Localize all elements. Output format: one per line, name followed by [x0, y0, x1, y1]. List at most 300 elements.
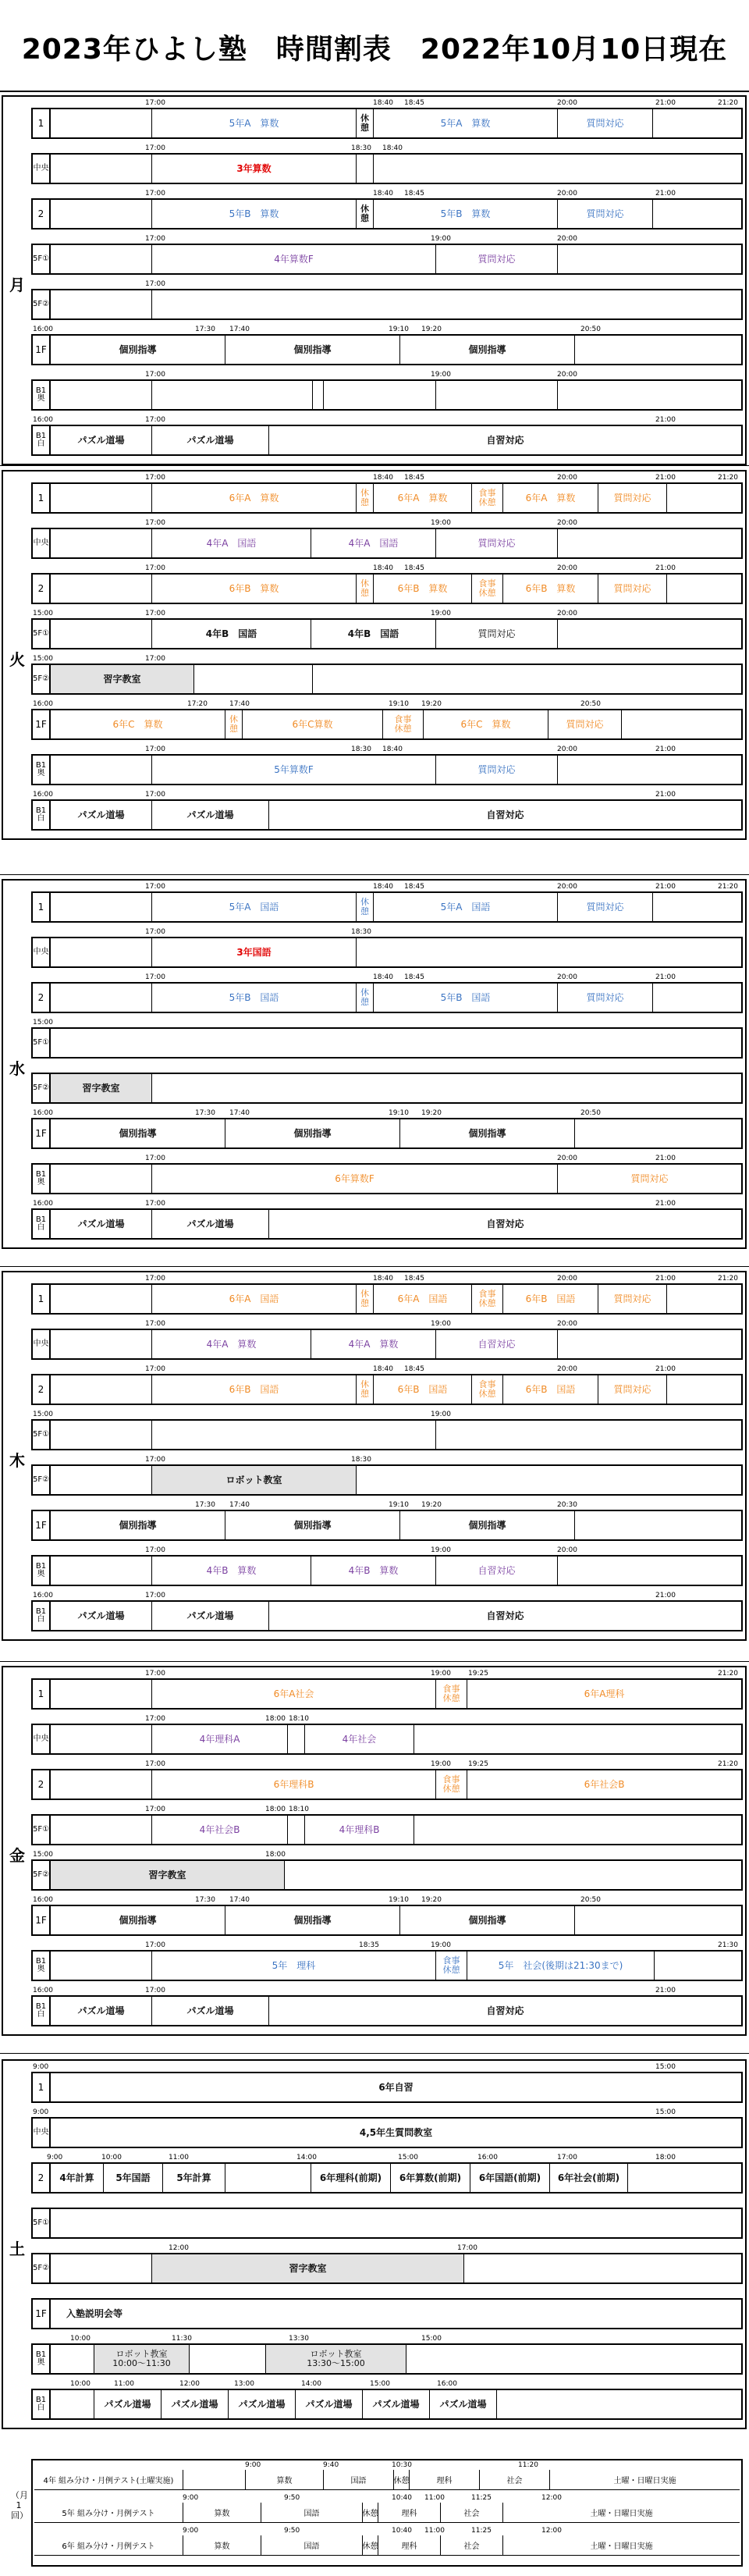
empty-cell — [50, 381, 151, 409]
test-cell — [34, 2503, 183, 2522]
empty-cell — [557, 1557, 741, 1585]
time-label: 20:00 — [557, 610, 577, 617]
empty-cell — [189, 2345, 265, 2373]
class-cell — [304, 1816, 414, 1844]
class-cell — [268, 426, 741, 454]
empty-cell — [287, 1725, 304, 1753]
time-label: 21:00 — [655, 1275, 676, 1283]
class-name: 質問対応 — [477, 254, 516, 265]
class-cell — [549, 2164, 627, 2192]
time-label: 18:10 — [289, 1806, 309, 1813]
room-label: 5F① — [33, 1421, 50, 1449]
room-label: B1奥 — [33, 1165, 50, 1193]
class-name: 6年B 国語 — [229, 1384, 279, 1395]
empty-cell — [356, 938, 741, 966]
empty-cell — [50, 893, 151, 921]
schedule-row — [31, 1464, 743, 1496]
class-name: 習字教室 — [82, 1083, 120, 1094]
class-name: 自習対応 — [486, 809, 524, 820]
class-cell — [151, 1725, 287, 1753]
empty-cell — [50, 2209, 741, 2237]
empty-cell — [287, 1816, 304, 1844]
class-name: パズル道場 — [305, 2399, 353, 2410]
class-cell — [435, 1330, 557, 1358]
class-name: 6年A社会 — [273, 1688, 314, 1699]
time-label: 18:30 — [351, 928, 371, 936]
time-label: 21:00 — [655, 190, 676, 197]
class-name: 個別指導 — [468, 1915, 506, 1926]
empty-cell — [435, 381, 557, 409]
class-cell — [50, 1997, 151, 2025]
class-cell — [435, 1557, 557, 1585]
empty-cell — [151, 1074, 741, 1102]
empty-cell — [50, 484, 151, 512]
empty-cell — [557, 381, 741, 409]
class-name: 食事 休憩 — [442, 1684, 460, 1703]
time-label: 19:25 — [468, 1760, 488, 1768]
class-cell — [50, 801, 151, 829]
test-name: 社会 — [506, 2477, 523, 2485]
time-label: 18:45 — [404, 973, 424, 981]
time-label: 20:00 — [557, 235, 577, 243]
schedule-row — [31, 2253, 743, 2284]
room-label: 2 — [33, 1770, 50, 1799]
time-label: 20:00 — [557, 1320, 577, 1328]
room-label: B1奥 — [33, 1952, 50, 1980]
time-label: 17:30 — [195, 1896, 215, 1904]
empty-cell — [50, 245, 151, 273]
room-label: 中央 — [33, 155, 50, 183]
class-name: パズル道場 — [186, 435, 234, 446]
time-label: 18:00 — [265, 1851, 286, 1859]
time-label: 16:00 — [33, 700, 53, 708]
empty-cell — [284, 1861, 741, 1889]
day-label-fri: 金 — [9, 1846, 25, 1865]
empty-cell — [652, 109, 741, 137]
schedule-row — [31, 1329, 743, 1360]
schedule-row — [31, 1905, 743, 1936]
class-name: 6年A 算数 — [229, 493, 279, 503]
class-cell — [373, 1285, 471, 1313]
class-cell — [268, 1210, 741, 1238]
time-label: 9:00 — [183, 2527, 199, 2535]
time-label: 17:00 — [145, 474, 165, 482]
schedule-row — [31, 573, 743, 604]
schedule-row — [31, 2298, 743, 2329]
time-label: 18:40 — [373, 1275, 393, 1283]
time-label: 19:00 — [431, 519, 451, 527]
class-name: 6年理科B — [273, 1779, 314, 1790]
class-name: 4年A 算数 — [348, 1339, 399, 1350]
class-cell — [356, 984, 373, 1012]
empty-cell — [652, 893, 741, 921]
class-cell — [373, 484, 471, 512]
test-name: 土曜・日曜日実施 — [613, 2477, 676, 2485]
class-name: 食事 休憩 — [442, 1774, 460, 1794]
time-label: 20:00 — [557, 883, 577, 891]
empty-cell — [435, 1421, 741, 1449]
test-cell — [440, 2535, 502, 2555]
time-label: 21:00 — [655, 99, 676, 107]
time-label: 21:00 — [655, 1592, 676, 1599]
day-block-tue — [2, 470, 747, 840]
test-name: 社会 — [463, 2542, 480, 2551]
time-label: 19:20 — [421, 1501, 442, 1509]
room-label: B1奥 — [33, 1557, 50, 1585]
empty-cell — [627, 2164, 741, 2192]
time-label: 17:30 — [195, 326, 215, 333]
class-name: ロボット教室 — [225, 1475, 282, 1485]
test-cell — [34, 2535, 183, 2555]
class-cell — [50, 1511, 225, 1539]
class-name: 質問対応 — [613, 583, 651, 594]
time-label: 18:30 — [351, 745, 371, 753]
class-name: パズル道場 — [77, 1610, 125, 1621]
class-name: 入塾説明会等 — [66, 2308, 123, 2319]
time-label: 11:25 — [471, 2527, 492, 2535]
class-cell — [373, 109, 557, 137]
empty-cell — [50, 1680, 151, 1708]
class-name: ロボット教室 13:30～15:00 — [307, 2349, 365, 2368]
class-name: 質問対応 — [566, 719, 604, 730]
test-cell — [34, 2470, 183, 2489]
class-cell — [435, 529, 557, 557]
time-label: 20:50 — [580, 700, 601, 708]
time-label: 19:10 — [389, 1501, 409, 1509]
time-label: 20:00 — [557, 99, 577, 107]
time-label: 10:40 — [392, 2494, 412, 2502]
class-cell — [151, 1285, 356, 1313]
empty-cell — [183, 2470, 245, 2489]
test-cell — [183, 2503, 261, 2522]
class-cell — [151, 1330, 311, 1358]
time-label: 21:20 — [718, 474, 738, 482]
class-cell — [399, 1119, 574, 1147]
class-name: 食事 休憩 — [442, 1955, 460, 1975]
test-name: 算数 — [214, 2510, 230, 2518]
time-label: 20:00 — [557, 1546, 577, 1554]
class-name: 食事 休憩 — [394, 714, 412, 734]
room-label: 1F — [33, 2300, 50, 2328]
class-name: 6年B 算数 — [525, 583, 576, 594]
time-label: 21:00 — [655, 1200, 676, 1208]
class-cell — [598, 1375, 666, 1404]
empty-cell — [574, 1511, 741, 1539]
time-label: 15:00 — [33, 1851, 53, 1859]
time-label: 19:00 — [431, 235, 451, 243]
schedule-row — [31, 1419, 743, 1450]
class-cell — [471, 484, 502, 512]
class-cell — [242, 710, 382, 738]
class-cell — [268, 801, 741, 829]
room-label: 1F — [33, 1906, 50, 1934]
class-name: 習字教室 — [103, 674, 141, 685]
class-name: 食事 休憩 — [478, 488, 496, 507]
time-label: 19:00 — [431, 1320, 451, 1328]
class-cell — [50, 2119, 741, 2147]
time-label: 17:00 — [557, 2154, 577, 2161]
class-cell — [151, 484, 356, 512]
time-label: 20:30 — [557, 1501, 577, 1509]
class-name: 質問対応 — [586, 118, 624, 129]
empty-cell — [666, 1375, 741, 1404]
class-name: 休 憩 — [360, 987, 369, 1007]
time-label: 20:00 — [557, 519, 577, 527]
class-cell — [356, 200, 373, 228]
time-label: 19:00 — [431, 1546, 451, 1554]
class-cell — [311, 620, 435, 648]
class-cell — [429, 2390, 496, 2418]
room-label: 2 — [33, 200, 50, 228]
class-name: 休 憩 — [360, 1289, 369, 1308]
time-label: 21:00 — [655, 474, 676, 482]
time-label: 15:00 — [33, 1411, 53, 1418]
time-label: 15:00 — [33, 655, 53, 663]
schedule-row — [31, 1073, 743, 1104]
class-cell — [557, 984, 652, 1012]
class-cell — [399, 1906, 574, 1934]
time-label: 15:00 — [655, 2063, 676, 2071]
test-cell — [502, 2535, 740, 2555]
empty-cell — [50, 2390, 94, 2418]
monthly-test-section — [3, 2459, 744, 2568]
empty-cell — [574, 1906, 741, 1934]
room-label: B1奥 — [33, 381, 50, 409]
class-name: 個別指導 — [293, 1128, 332, 1139]
room-label: B1奥 — [33, 756, 50, 784]
class-cell — [50, 2164, 103, 2192]
time-label: 15:00 — [398, 2154, 418, 2161]
monthly-test-row — [34, 2535, 740, 2556]
time-label: 18:00 — [265, 1806, 286, 1813]
empty-cell — [50, 155, 151, 183]
time-label: 16:00 — [33, 1109, 53, 1117]
time-label: 13:30 — [289, 2335, 309, 2343]
schedule-row — [31, 2208, 743, 2239]
class-cell — [373, 200, 557, 228]
class-cell — [151, 801, 268, 829]
class-name: 3年算数 — [236, 163, 272, 174]
time-label: 16:00 — [33, 1987, 53, 1994]
test-cell — [393, 2470, 409, 2489]
time-label: 16:00 — [33, 1896, 53, 1904]
class-cell — [295, 2390, 362, 2418]
class-cell — [356, 109, 373, 137]
time-label: 17:00 — [145, 1670, 165, 1678]
time-label: 19:10 — [389, 326, 409, 333]
time-label: 21:00 — [655, 1987, 676, 1994]
room-label: 1F — [33, 710, 50, 738]
class-name: 質問対応 — [613, 1384, 651, 1395]
room-label: 5F① — [33, 1816, 50, 1844]
class-name: 休 憩 — [360, 1379, 369, 1399]
class-cell — [502, 1375, 598, 1404]
class-cell — [311, 529, 435, 557]
test-cell — [409, 2470, 479, 2489]
class-cell — [50, 1602, 151, 1630]
class-name: 4年B 算数 — [206, 1565, 257, 1576]
time-label: 17:00 — [145, 235, 165, 243]
time-label: 16:00 — [437, 2380, 457, 2388]
class-name: 個別指導 — [119, 1915, 157, 1926]
empty-cell — [414, 1725, 741, 1753]
class-name: 6年C算数 — [292, 719, 333, 730]
class-name: 5年B 算数 — [440, 208, 491, 219]
time-label: 17:00 — [145, 973, 165, 981]
class-cell — [471, 575, 502, 603]
time-label: 14:00 — [296, 2154, 317, 2161]
class-name: 6年社会B — [584, 1779, 625, 1790]
test-cell — [378, 2503, 440, 2522]
class-cell — [548, 710, 621, 738]
time-label: 15:00 — [655, 2108, 676, 2116]
class-cell — [151, 938, 356, 966]
class-name: 5年B 国語 — [440, 992, 491, 1003]
time-label: 20:50 — [580, 1896, 601, 1904]
class-cell — [151, 893, 356, 921]
class-name: パズル道場 — [238, 2399, 286, 2410]
class-name: パズル道場 — [186, 809, 234, 820]
time-label: 17:30 — [195, 1109, 215, 1117]
time-label: 17:00 — [145, 99, 165, 107]
class-name: 6年算数F — [335, 1173, 374, 1184]
class-name: パズル道場 — [439, 2399, 487, 2410]
room-label: B1奥 — [33, 2345, 50, 2373]
schedule-row — [31, 153, 743, 184]
time-label: 20:00 — [557, 1365, 577, 1373]
empty-cell — [666, 1285, 741, 1313]
time-label: 18:45 — [404, 190, 424, 197]
class-cell — [311, 2164, 390, 2192]
schedule-row — [31, 618, 743, 649]
empty-cell — [654, 1952, 741, 1980]
time-label: 19:10 — [389, 1109, 409, 1117]
class-cell — [265, 2345, 406, 2373]
class-cell — [151, 1680, 435, 1708]
test-name: 土曜・日曜日実施 — [590, 2542, 653, 2551]
time-label: 18:40 — [373, 190, 393, 197]
class-cell — [268, 1602, 741, 1630]
test-name: 国語 — [304, 2510, 320, 2518]
class-cell — [151, 756, 435, 784]
time-label: 18:40 — [373, 99, 393, 107]
class-cell — [103, 2164, 162, 2192]
class-cell — [373, 1375, 471, 1404]
test-name: 土曜・日曜日実施 — [590, 2510, 653, 2518]
time-label: 20:00 — [557, 474, 577, 482]
empty-cell — [50, 620, 151, 648]
class-name: 5年A 国語 — [440, 902, 491, 913]
time-label: 10:40 — [392, 2527, 412, 2535]
class-name: 自習対応 — [477, 1339, 516, 1350]
time-label: 18:45 — [404, 99, 424, 107]
class-name: 6年A理科 — [584, 1688, 625, 1699]
schedule-row — [31, 982, 743, 1013]
empty-cell — [356, 1466, 741, 1494]
class-cell — [502, 1285, 598, 1313]
class-name: 4年A 国語 — [348, 538, 399, 549]
time-label: 19:00 — [431, 1941, 451, 1949]
time-label: 11:00 — [424, 2494, 445, 2502]
time-label: 9:00 — [245, 2461, 261, 2469]
class-cell — [225, 336, 399, 364]
time-label: 17:30 — [195, 1501, 215, 1509]
schedule-row — [31, 1374, 743, 1405]
time-label: 17:00 — [145, 371, 165, 379]
time-label: 17:00 — [145, 519, 165, 527]
empty-cell — [557, 620, 741, 648]
schedule-row — [31, 379, 743, 411]
day-label-wed: 水 — [9, 1059, 25, 1078]
time-label: 17:00 — [145, 1715, 165, 1723]
class-cell — [151, 575, 356, 603]
class-cell — [151, 1602, 268, 1630]
schedule-row — [31, 2117, 743, 2148]
class-cell — [467, 1952, 654, 1980]
time-label: 21:00 — [655, 1365, 676, 1373]
class-name: 質問対応 — [586, 992, 624, 1003]
class-name: 6年B 算数 — [229, 583, 279, 594]
time-label: 19:10 — [389, 1896, 409, 1904]
empty-cell — [356, 155, 373, 183]
time-label: 18:40 — [373, 564, 393, 572]
room-label: B1白 — [33, 1602, 50, 1630]
time-label: 17:00 — [145, 1275, 165, 1283]
class-cell — [151, 426, 268, 454]
room-label: 1 — [33, 484, 50, 512]
time-label: 17:00 — [145, 280, 165, 288]
empty-cell — [50, 756, 151, 784]
class-cell — [50, 1906, 225, 1934]
class-cell — [598, 1285, 666, 1313]
time-label: 18:30 — [351, 1456, 371, 1464]
schedule-row — [31, 2389, 743, 2420]
time-label: 17:00 — [145, 1365, 165, 1373]
time-label: 19:00 — [431, 371, 451, 379]
empty-cell — [50, 938, 151, 966]
class-name: 質問対応 — [613, 493, 651, 503]
empty-cell — [652, 984, 741, 1012]
empty-cell — [312, 381, 323, 409]
class-cell — [598, 575, 666, 603]
time-label: 19:00 — [431, 1760, 451, 1768]
class-cell — [467, 1680, 741, 1708]
class-cell — [435, 1680, 467, 1708]
time-label: 18:35 — [359, 1941, 379, 1949]
class-name: 個別指導 — [119, 1520, 157, 1531]
room-label: 1 — [33, 109, 50, 137]
time-label: 18:40 — [382, 745, 403, 753]
test-name: 休憩 — [393, 2477, 409, 2485]
class-cell — [356, 1285, 373, 1313]
class-cell — [151, 620, 311, 648]
class-name: 4,5年生質問教室 — [359, 2127, 433, 2138]
time-label: 21:00 — [655, 1155, 676, 1162]
test-name: 休憩 — [362, 2510, 378, 2518]
class-name: パズル道場 — [186, 2005, 234, 2016]
room-label: 5F① — [33, 1029, 50, 1057]
class-name: 4年計算 — [59, 2172, 94, 2183]
class-name: 休 憩 — [360, 897, 369, 916]
class-name: 個別指導 — [293, 344, 332, 355]
class-name: 自習対応 — [486, 2005, 524, 2016]
class-name: 個別指導 — [293, 1915, 332, 1926]
day-divider — [0, 1661, 749, 1662]
schedule-row — [31, 1163, 743, 1194]
schedule-row — [31, 1118, 743, 1149]
empty-cell — [557, 529, 741, 557]
class-name: 個別指導 — [119, 344, 157, 355]
